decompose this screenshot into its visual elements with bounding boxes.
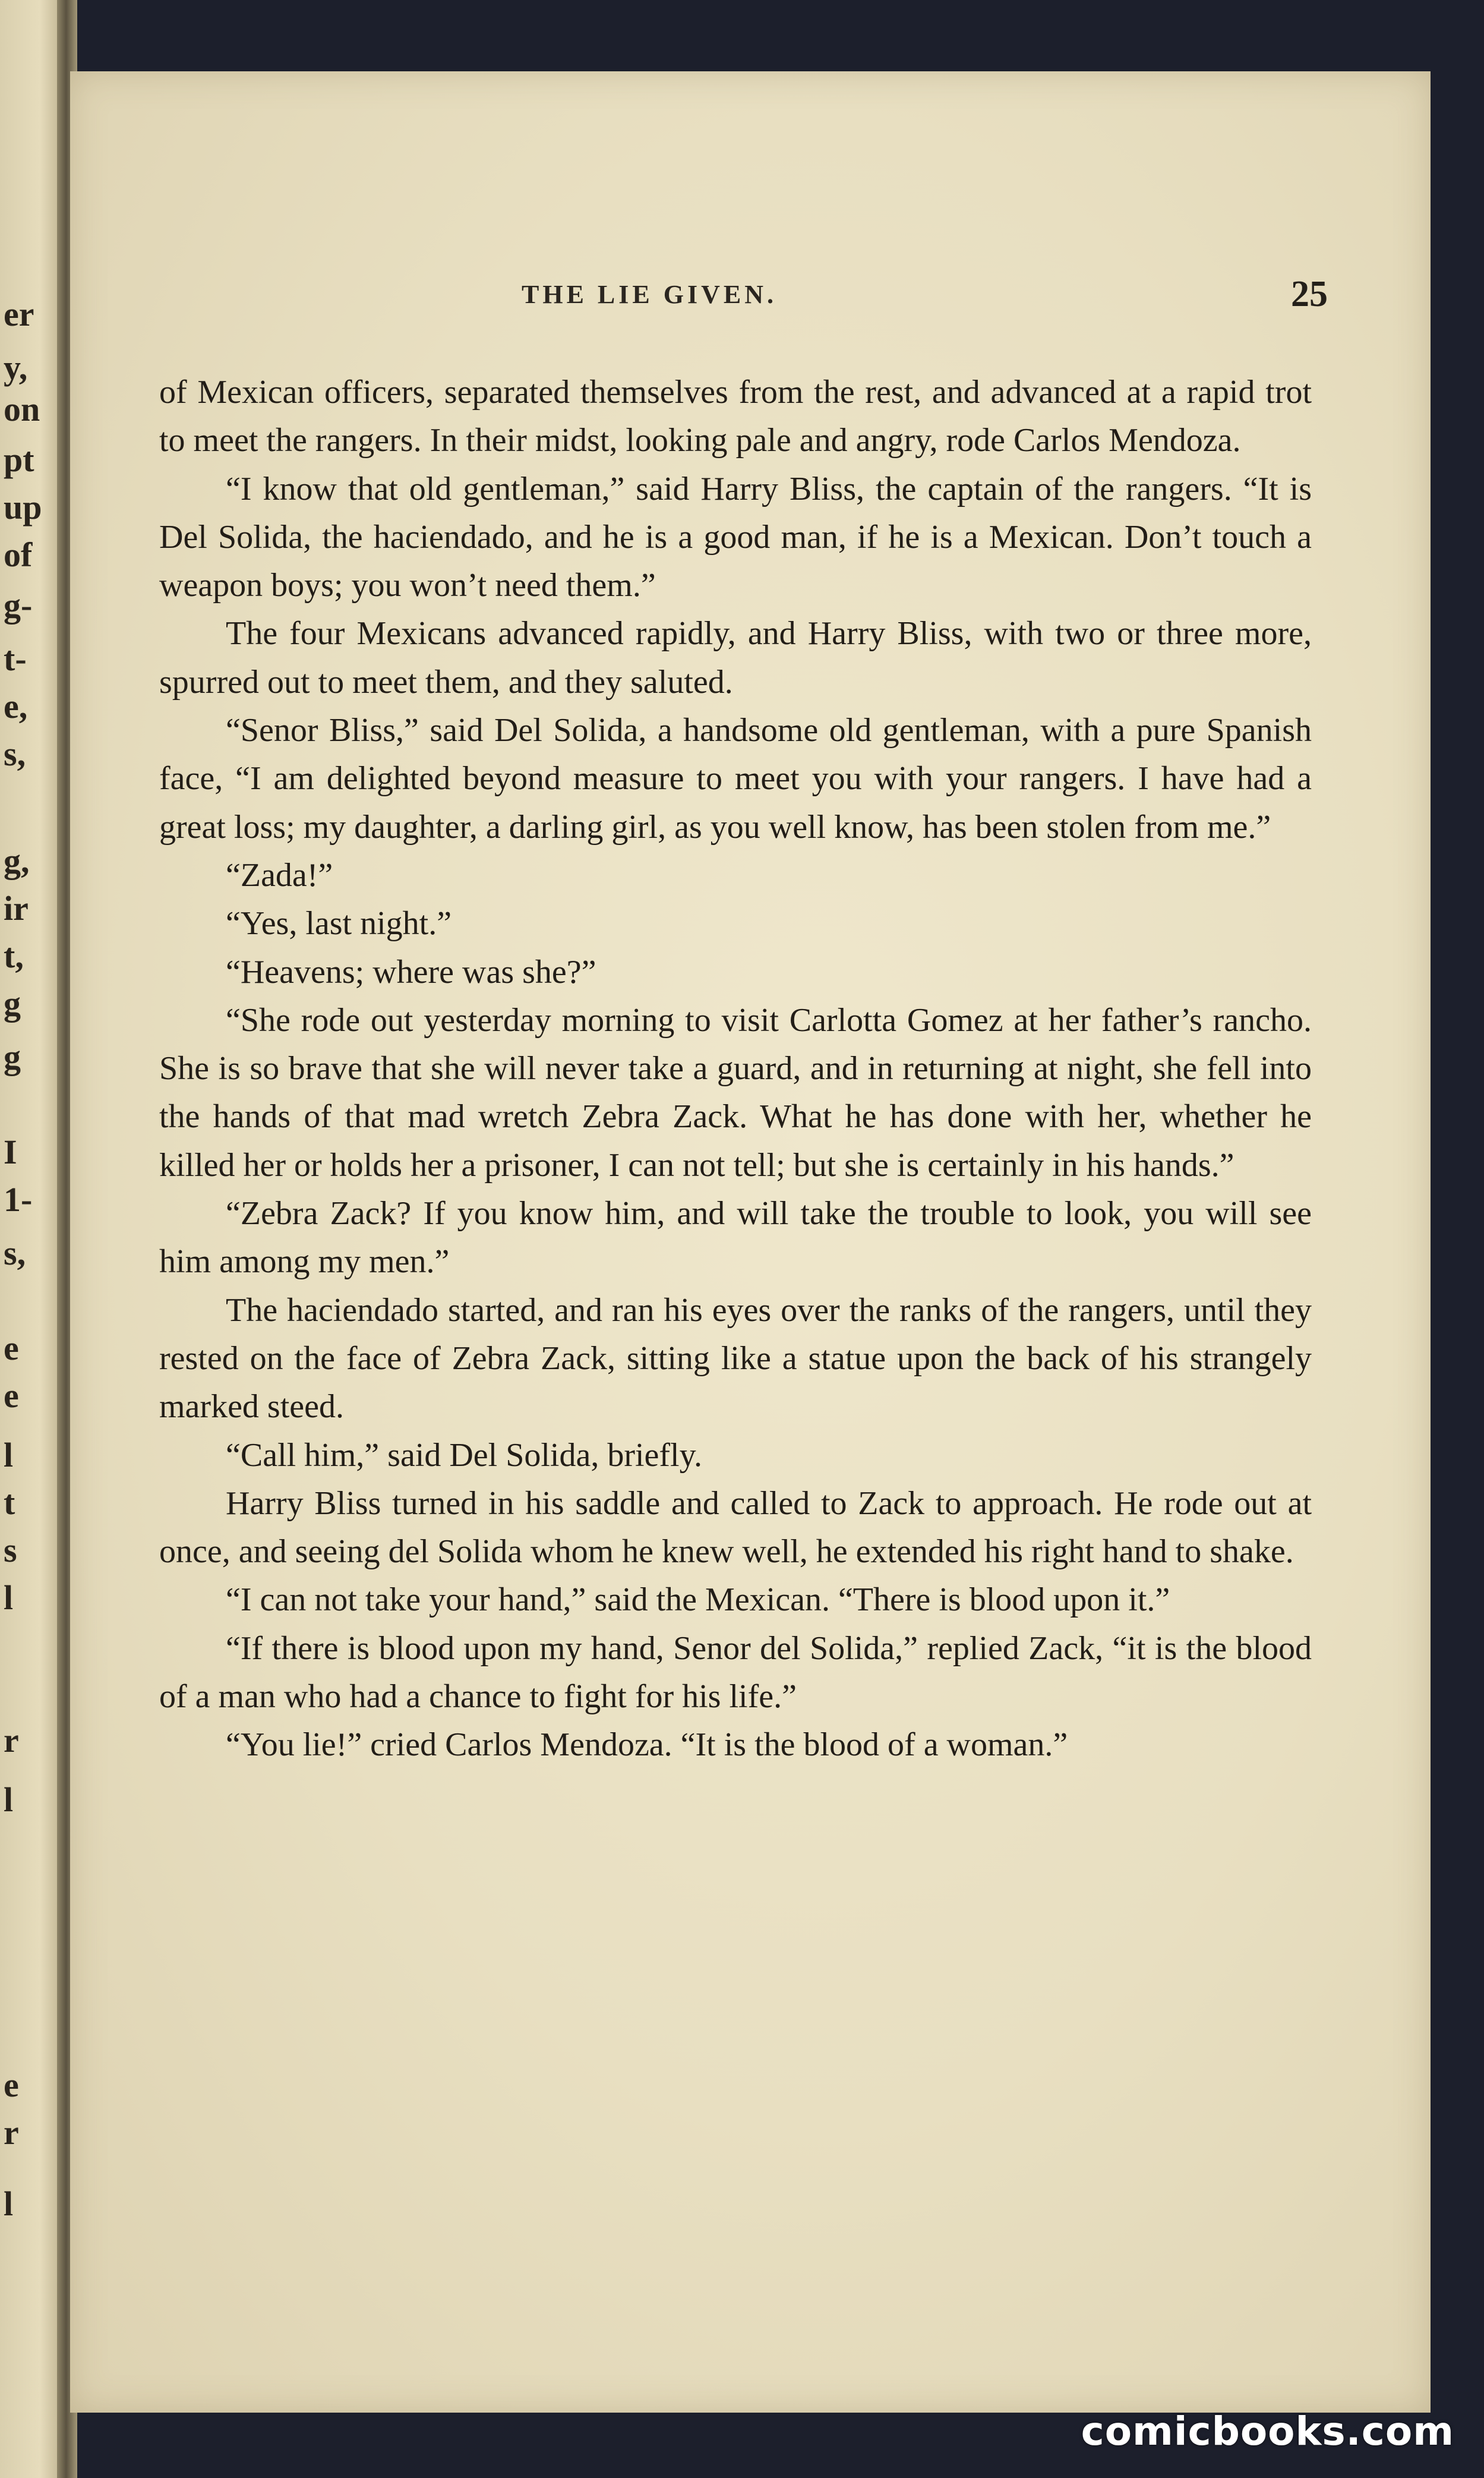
previous-page-fragment: t, [4,937,24,975]
running-head [70,274,1431,321]
previous-page-fragment: t- [4,639,27,678]
paragraph: “Senor Bliss,” said Del Solida, a handsome old gentleman, with a pure Spanish face, “I am delighted beyond measure to meet you with your rangers. I have had a great loss; my daughter, a darling girl, as you well know, has been stolen from me.” [159,712,1312,846]
paragraph: “Zebra Zack? If you know him, and will take the trouble to look, you will see him among my men.” [159,1195,1312,1281]
previous-page-fragment: l [4,1780,14,1819]
paragraph: “Call him,” said Del Solida, briefly. [226,1436,702,1474]
previous-page-fragment: r [4,2113,19,2152]
previous-page-fragment: y, [4,348,28,387]
paragraph: The haciendado started, and ran his eyes over the ranks of the rangers, until they rested on the face of Zebra Zack, sitting like a statue upon the back of his strangely marked steed. [159,1291,1312,1426]
paragraph: “Yes, last night.” [226,905,452,942]
previous-page-fragment: 1- [4,1180,33,1219]
running-title: THE LIE GIVEN. [522,280,777,309]
paragraph: “You lie!” cried Carlos Mendoza. “It is the blood of a woman.” [226,1726,1068,1764]
page-number: 25 [1291,274,1328,314]
previous-page-fragment: g [4,1038,21,1076]
previous-page-fragment: e, [4,687,28,726]
previous-page-fragment: e [4,1329,19,1367]
previous-page-fragment: t [4,1483,15,1522]
previous-page-fragment: e [4,1376,19,1415]
previous-page-fragment: s [4,1531,17,1569]
body-text [159,368,1312,1770]
previous-page-fragment: g- [4,586,33,625]
paragraph: “She rode out yesterday morning to visit Carlotta Gomez at her father’s rancho. She is so brave that she will never take a guard, and in returning at night, she fell into the hands of that mad wretch Zebra Zack. What he has done with her, whether he killed her or holds her a prisoner, I can not tell; but she is certainly in his hands.” [159,1001,1312,1184]
paragraph: “Zada!” [226,856,333,894]
previous-page-fragment: pt [4,440,34,479]
previous-page-fragment: l [4,2184,14,2223]
previous-page-fragment: e [4,2066,19,2104]
previous-page-fragment: r [4,1721,19,1760]
previous-page-fragment: s, [4,734,26,773]
paragraph: “I can not take your hand,” said the Mexican. “There is blood upon it.” [226,1581,1170,1619]
previous-page-fragment: er [4,295,34,333]
previous-page-fragment: on [4,390,40,428]
previous-page-fragment: s, [4,1234,26,1272]
previous-page-fragment: ir [4,889,29,928]
previous-page-fragment: of [4,535,33,574]
previous-page-fragment: I [4,1133,17,1171]
previous-page-fragment: l [4,1578,14,1617]
watermark: comicbooks.com [1081,2408,1454,2454]
paragraph: “If there is blood upon my hand, Senor del Solida,” replied Zack, “it is the blood of a man who had a chance to fight for his life.” [159,1629,1312,1716]
paragraph: “I know that old gentleman,” said Harry Bliss, the captain of the rangers. “It is Del Solida, the haciendado, and he is a good man, if he is a Mexican. Don’t touch a weapon boys; you won’t need them.” [159,470,1312,604]
previous-page-fragment: l [4,1436,14,1474]
paragraph: The four Mexicans advanced rapidly, and Harry Bliss, with two or three more, spurred out to meet them, and they saluted. [159,615,1312,701]
previous-page-fragment: up [4,488,42,527]
previous-page-fragment: g [4,984,21,1023]
previous-page-fragment: g, [4,841,30,880]
paragraph: Harry Bliss turned in his saddle and called to Zack to approach. He rode out at once, and seeing del Solida whom he knew well, he extended his right hand to shake. [159,1484,1312,1571]
paragraph: “Heavens; where was she?” [226,953,596,991]
book-page [70,71,1431,2413]
paragraph: of Mexican officers, separated themselves from the rest, and advanced at a rapid trot to meet the rangers. In their midst, looking pale and angry, rode Carlos Mendoza. [159,374,1312,459]
